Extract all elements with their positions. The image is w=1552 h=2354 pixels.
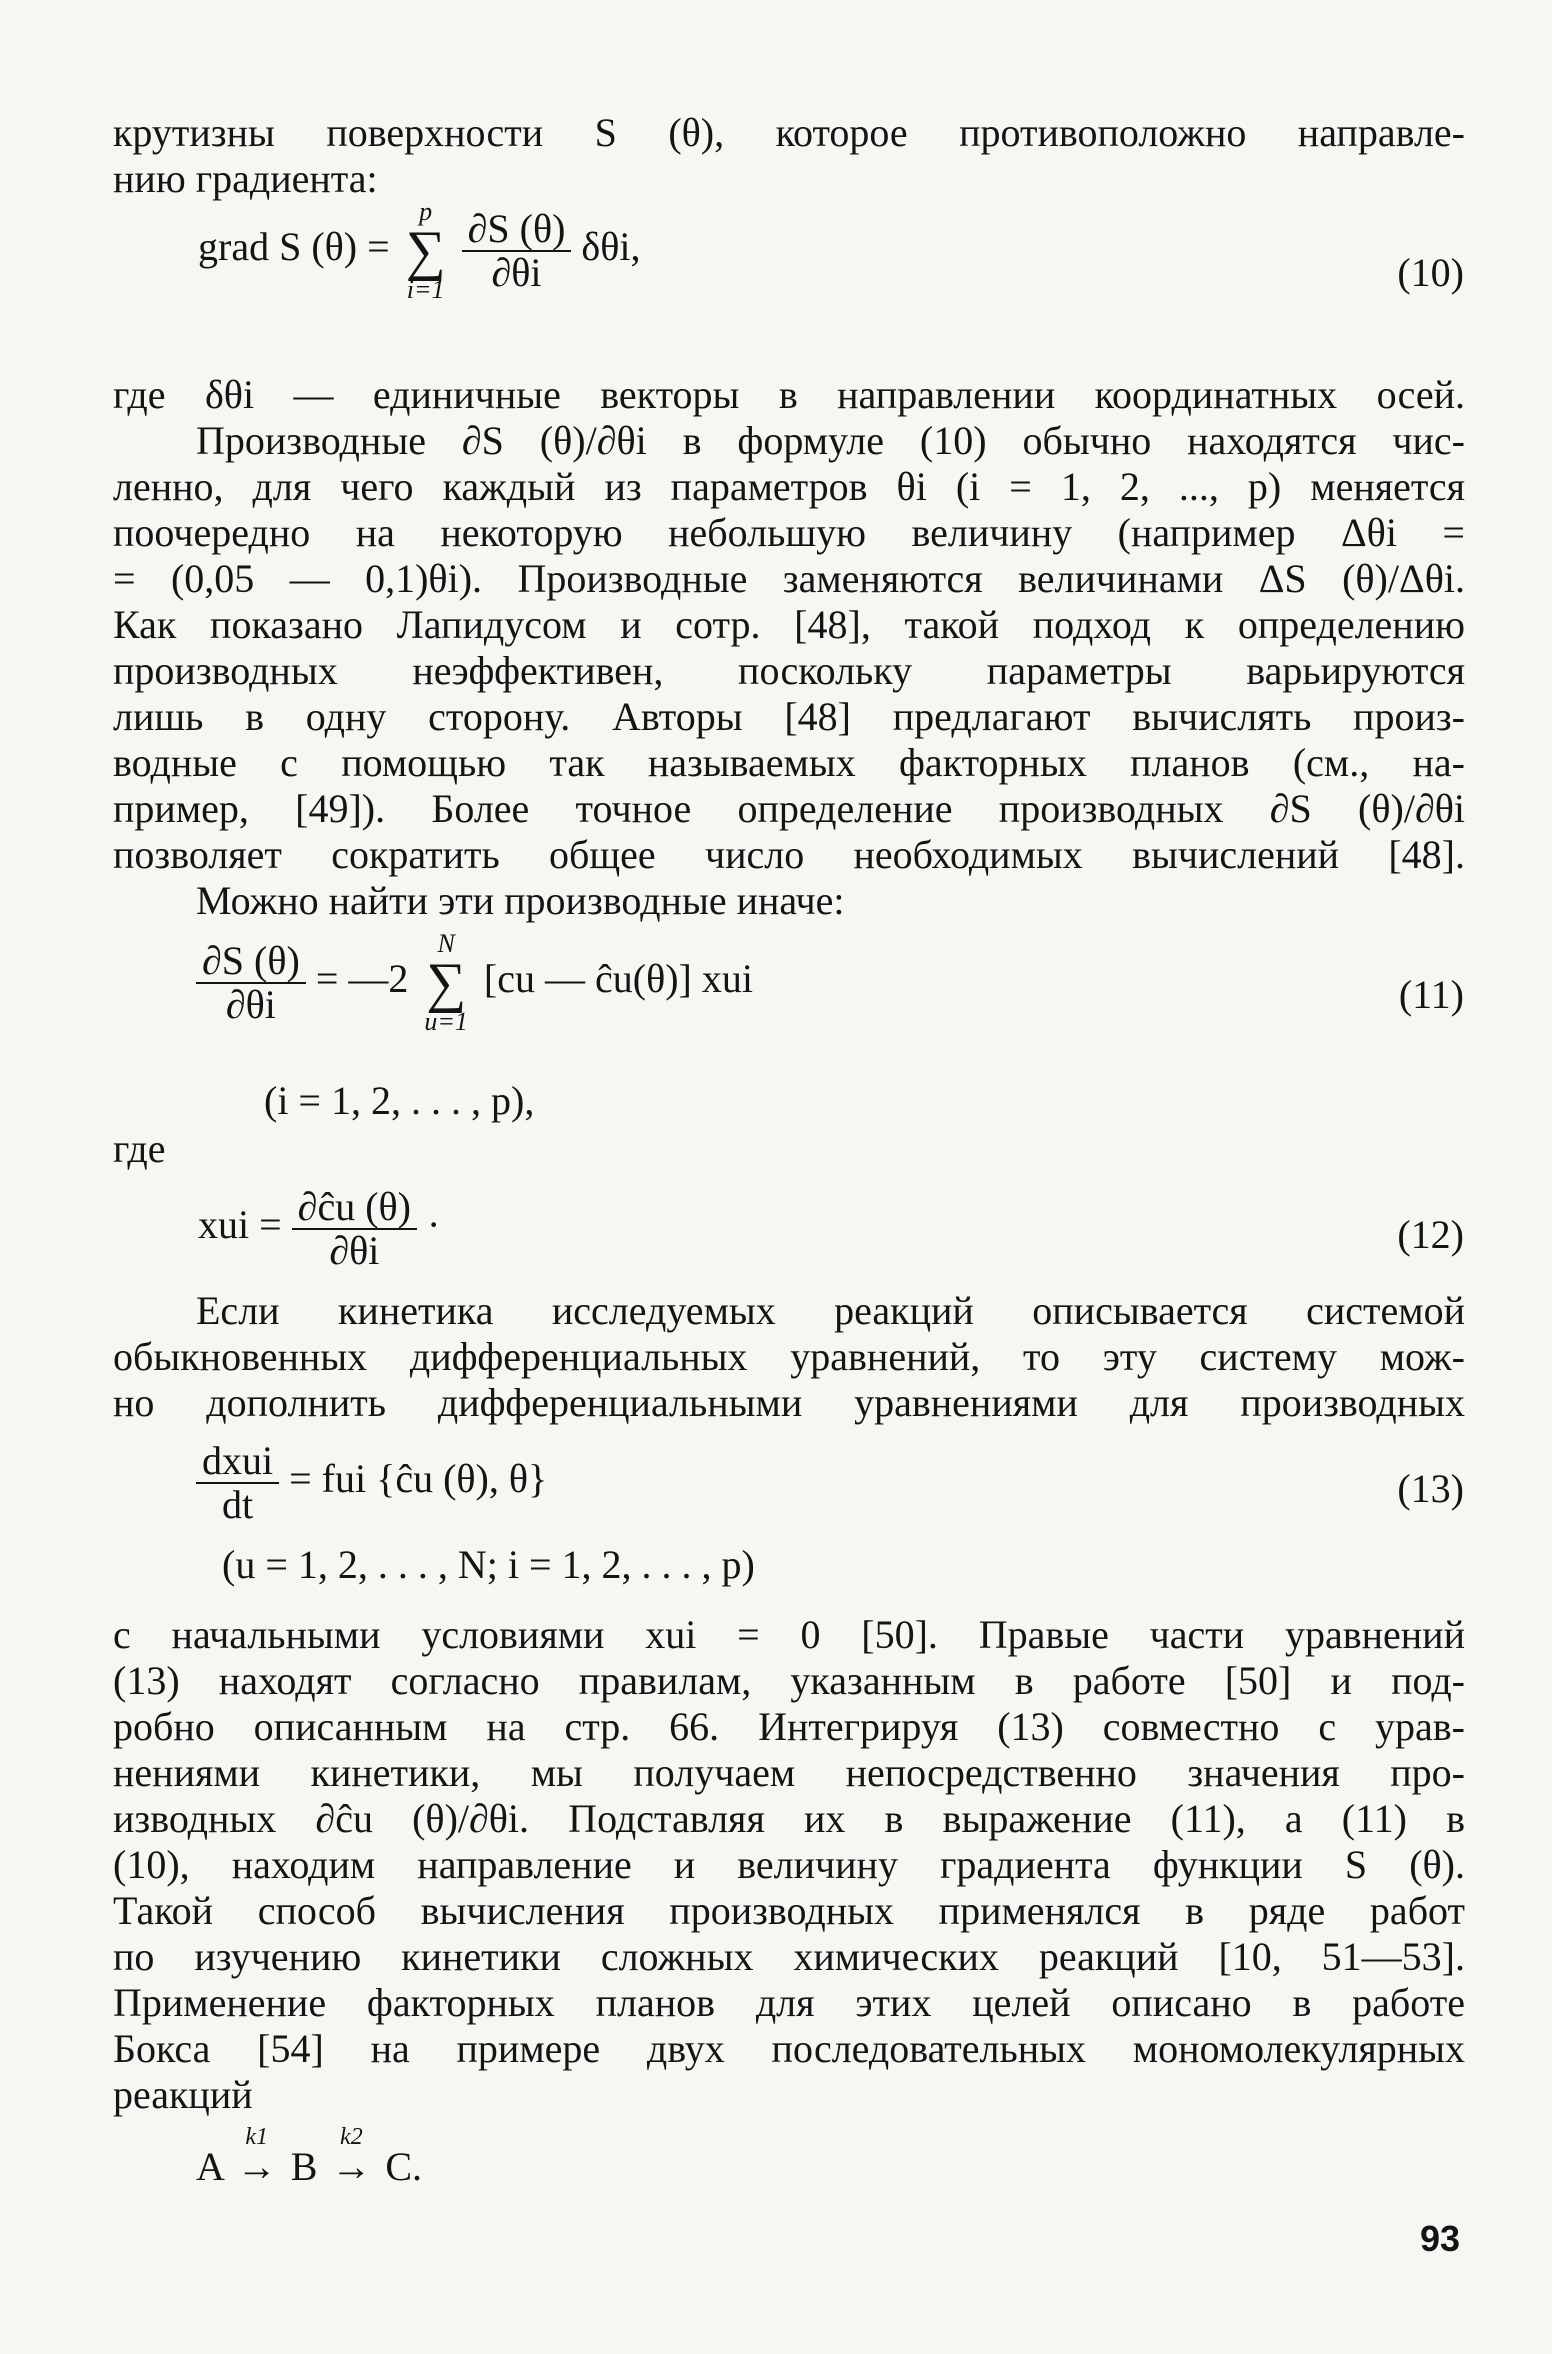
text-line: поочередно на некоторую небольшую величину (например Δθi = (113, 510, 1465, 555)
reaction-arrow-icon: → k1 (237, 2144, 277, 2190)
text-line: лишь в одну сторону. Авторы [48] предлагают вычислять произ- (113, 694, 1465, 739)
eq11-tail: [cu — ĉu(θ)] xui (483, 956, 753, 1002)
equation-number-11: (11) (1398, 972, 1464, 1017)
text-line: ленно, для чего каждый из параметров θi (i = 1, 2, ..., p) меняется (113, 464, 1465, 509)
text-line: обыкновенных дифференциальных уравнений, то эту систему мож- (113, 1334, 1465, 1379)
text-line: производных неэффективен, поскольку параметры варьируются (113, 648, 1465, 693)
text-line: изводных ∂ĉu (θ)/∂θi. Подставляя их в выражение (11), а (11) в (113, 1796, 1465, 1841)
summation-symbol: p ∑ i=1 (405, 197, 446, 304)
rate-constant-k2: k2 (340, 2124, 363, 2150)
species-a: A (196, 2144, 223, 2189)
text-line: реакций (113, 2072, 253, 2117)
equation-number-10: (10) (1397, 250, 1464, 295)
text-line: Применение факторных планов для этих целей описано в работе (113, 1980, 1465, 2025)
eq12-lhs: xui = (198, 1202, 282, 1248)
where-word: где (113, 1126, 166, 1171)
eq10-fraction: $\frac{\partial S (\theta)}{\partial\theta i}$ (462, 208, 572, 294)
species-b: B (290, 2144, 318, 2189)
text-line: (10), находим направление и величину градиента функции S (θ). (113, 1842, 1465, 1887)
text-line: = (0,05 — 0,1)θi). Производные заменяются величинами ΔS (θ)/Δθi. (113, 556, 1465, 601)
equation-13 (196, 1440, 547, 1526)
eq10-lhs: grad S (θ) = (198, 224, 390, 270)
page-number: 93 (1419, 2218, 1460, 2259)
text-line: Как показано Лапидусом и сотр. [48], такой подход к определению (113, 602, 1465, 647)
eq11-fraction: $\frac{\partial S (\theta)}{\partial\theta i}$ (196, 940, 306, 1026)
eq10-tail: δθi, (581, 224, 641, 270)
eq12-fraction: $\frac{\partial ĉu (\theta)}{\partial\theta i}$ (292, 1186, 417, 1272)
equation-number-13: (13) (1397, 1466, 1464, 1511)
equation-number-12: (12) (1397, 1212, 1464, 1257)
equation-10 (198, 198, 641, 304)
equation-11 (196, 930, 753, 1036)
reaction-scheme (196, 2124, 423, 2190)
text-line: крутизны поверхности S (θ), которое противоположно направле- (113, 110, 1465, 155)
text-line: по изучению кинетики сложных химических реакций [10, 51—53]. (113, 1934, 1465, 1979)
text-line: с начальными условиями xui = 0 [50]. Правые части уравнений (113, 1612, 1465, 1657)
reaction-arrow-icon: → k2 (331, 2144, 371, 2190)
text-line: робно описанным на стр. 66. Интегрируя (13) совместно с урав- (113, 1704, 1465, 1749)
text-line: нию градиента: (113, 156, 378, 201)
eq13-fraction: $\frac{\text{dxui}}{dt}$ (196, 1440, 279, 1526)
summation-symbol: N ∑ u=1 (424, 929, 468, 1036)
rate-constant-k1: k1 (245, 2124, 269, 2150)
text-line: пример, [49]). Более точное определение производных ∂S (θ)/∂θi (113, 786, 1465, 831)
eq11-mid: = —2 (315, 956, 409, 1002)
eq12-tail: · (427, 1202, 441, 1248)
text-line: Бокса [54] на примере двух последовательных мономолекулярных (113, 2026, 1465, 2071)
text-line: Производные ∂S (θ)/∂θi в формуле (10) обычно находятся чис- (196, 418, 1465, 463)
text-line: Если кинетика исследуемых реакций описывается системой (196, 1288, 1465, 1333)
text-line: позволяет сократить общее число необходимых вычислений [48]. (113, 832, 1465, 877)
equation-12 (198, 1186, 440, 1272)
eq11-condition: (i = 1, 2, . . . , p), (264, 1078, 535, 1123)
eq13-rhs: = fui {ĉu (θ), θ} (289, 1456, 548, 1502)
text-line: Такой способ вычисления производных применялся в ряде работ (113, 1888, 1465, 1933)
text-line: Можно найти эти производные иначе: (196, 878, 845, 923)
eq13-condition: (u = 1, 2, . . . , N; i = 1, 2, . . . , p) (222, 1542, 755, 1587)
text-line: но дополнить дифференциальными уравнениями для производных (113, 1380, 1465, 1425)
text-line: водные с помощью так называемых факторных планов (см., на- (113, 740, 1465, 785)
text-line: нениями кинетики, мы получаем непосредственно значения про- (113, 1750, 1465, 1795)
text-line: (13) находят согласно правилам, указанным в работе [50] и под- (113, 1658, 1465, 1703)
text-line: где δθi — единичные векторы в направлении координатных осей. (113, 372, 1465, 417)
species-c: C. (385, 2144, 423, 2189)
